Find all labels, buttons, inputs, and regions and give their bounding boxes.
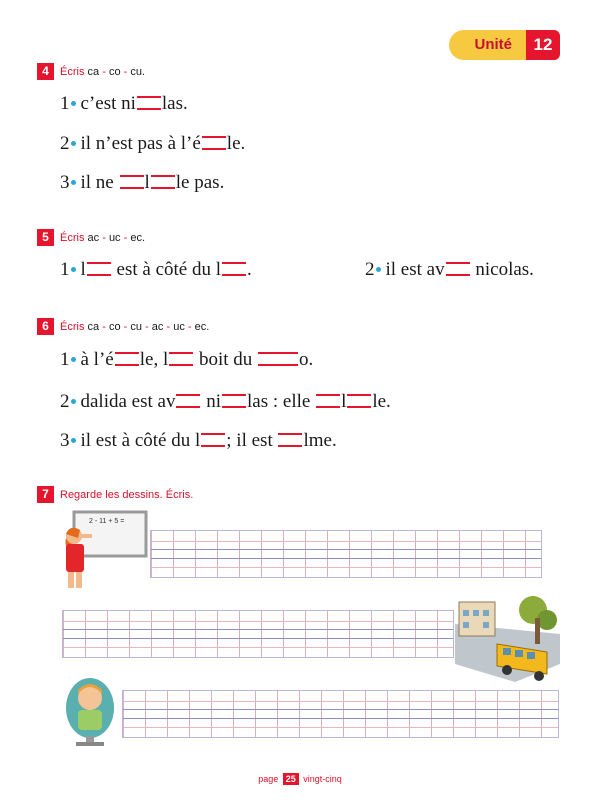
- board-text: 2 - 11 + 5 =: [89, 518, 125, 525]
- syllable: ca: [87, 65, 100, 78]
- answer-blank[interactable]: [446, 262, 470, 276]
- answer-blank[interactable]: [137, 96, 161, 110]
- answer-blank[interactable]: [278, 433, 302, 447]
- exercise-4-header: [37, 63, 145, 80]
- separator: -: [166, 320, 171, 333]
- unit-number: 12: [526, 30, 560, 60]
- answer-blank[interactable]: [120, 175, 144, 189]
- instruction: Écris: [60, 65, 85, 78]
- text: le.: [226, 133, 246, 154]
- period: .: [141, 231, 146, 244]
- separator: -: [102, 65, 106, 78]
- syllable: co: [108, 320, 121, 333]
- separator: -: [123, 231, 128, 244]
- answer-blank[interactable]: [115, 352, 139, 366]
- period: .: [141, 65, 146, 78]
- text: l: [144, 172, 150, 193]
- line-number: 2: [365, 259, 375, 280]
- text: boit du: [194, 349, 258, 370]
- exercise-6-header: [37, 318, 209, 335]
- text: dalida est av: [80, 391, 176, 412]
- bullet-dot-icon: [376, 267, 381, 272]
- text: il est av: [385, 259, 445, 280]
- syllable: co: [108, 65, 121, 78]
- text: le.: [372, 391, 391, 412]
- line-number: 2: [60, 391, 70, 412]
- text: est à côté du l: [111, 259, 221, 280]
- text: .: [247, 259, 252, 280]
- line-number: 1: [60, 93, 70, 114]
- separator: -: [123, 65, 128, 78]
- text: l: [341, 391, 347, 412]
- exercise-5-line-2: [365, 259, 534, 281]
- text: ni: [201, 391, 221, 412]
- line-number: 1: [60, 259, 70, 280]
- syllable: uc: [108, 231, 121, 244]
- writing-grid-2[interactable]: [62, 610, 454, 658]
- separator: -: [145, 320, 149, 333]
- text: nicolas.: [470, 259, 534, 280]
- exercise-6-line-2: [60, 391, 391, 413]
- instruction: Écris: [60, 320, 85, 333]
- instruction: Regarde les dessins. Écris.: [60, 488, 194, 501]
- bullet-dot-icon: [71, 141, 76, 146]
- answer-blank[interactable]: [347, 394, 371, 408]
- bullet-dot-icon: [71, 399, 76, 404]
- line-number: 3: [60, 430, 70, 451]
- answer-blank[interactable]: [151, 175, 175, 189]
- line-number: 1: [60, 349, 70, 370]
- bullet-dot-icon: [71, 267, 76, 272]
- text: le, l: [139, 349, 169, 370]
- exercise-7-header: [37, 486, 193, 503]
- writing-grid-1[interactable]: [150, 530, 542, 578]
- answer-blank[interactable]: [87, 262, 111, 276]
- text: o.: [299, 349, 314, 370]
- line-number: 3: [60, 172, 70, 193]
- syllable: uc: [173, 320, 185, 333]
- syllable: cu: [130, 320, 142, 333]
- exercise-4-line-1: [60, 93, 188, 115]
- exercise-6-line-1: [60, 349, 313, 371]
- text: à l’é: [80, 349, 114, 370]
- writing-grid-3[interactable]: [122, 690, 559, 738]
- text: l: [80, 259, 86, 280]
- syllable: ec: [130, 231, 142, 244]
- text: il ne: [80, 172, 119, 193]
- exercise-5-line-1: [60, 259, 252, 281]
- answer-blank[interactable]: [169, 352, 193, 366]
- answer-blank[interactable]: [258, 352, 298, 366]
- answer-blank[interactable]: [222, 394, 246, 408]
- text: las.: [161, 93, 188, 114]
- bullet-dot-icon: [71, 438, 76, 443]
- syllable: ac: [87, 231, 100, 244]
- text: il n’est pas à l’é: [80, 133, 201, 154]
- syllable: cu: [130, 65, 142, 78]
- separator: -: [102, 231, 106, 244]
- syllable: ec: [194, 320, 207, 333]
- text: las : elle: [247, 391, 316, 412]
- exercise-4-line-2: [60, 133, 245, 155]
- exercise-4-line-3: [60, 172, 224, 194]
- exercise-number: 4: [37, 63, 54, 80]
- unit-badge: [449, 30, 561, 60]
- separator: -: [123, 320, 128, 333]
- answer-blank[interactable]: [222, 262, 246, 276]
- bullet-dot-icon: [71, 357, 76, 362]
- school-bus-illustration: [455, 594, 560, 682]
- text: lme.: [303, 430, 337, 451]
- text: ; il est: [226, 430, 278, 451]
- syllable: ca: [87, 320, 100, 333]
- bullet-dot-icon: [71, 101, 76, 106]
- child-in-seat-illustration: [62, 676, 118, 748]
- answer-blank[interactable]: [176, 394, 200, 408]
- text: le pas.: [175, 172, 225, 193]
- answer-blank[interactable]: [202, 136, 226, 150]
- separator: -: [187, 320, 192, 333]
- bullet-dot-icon: [71, 180, 76, 185]
- exercise-6-line-3: [60, 430, 337, 452]
- text: il est à côté du l: [80, 430, 201, 451]
- page-number: 25: [283, 773, 299, 785]
- answer-blank[interactable]: [316, 394, 340, 408]
- answer-blank[interactable]: [201, 433, 225, 447]
- page-footer: [0, 773, 600, 785]
- separator: -: [102, 320, 106, 333]
- line-number: 2: [60, 133, 70, 154]
- syllable: ac: [151, 320, 164, 333]
- footer-page-label: page: [258, 774, 279, 784]
- exercise-number: 7: [37, 486, 54, 503]
- text: c’est ni: [80, 93, 136, 114]
- exercise-number: 5: [37, 229, 54, 246]
- page-number-words: vingt-cinq: [303, 774, 342, 784]
- unit-label: Unité: [449, 30, 527, 60]
- instruction: Écris: [60, 231, 85, 244]
- exercise-number: 6: [37, 318, 54, 335]
- period: .: [206, 320, 210, 333]
- exercise-5-header: [37, 229, 145, 246]
